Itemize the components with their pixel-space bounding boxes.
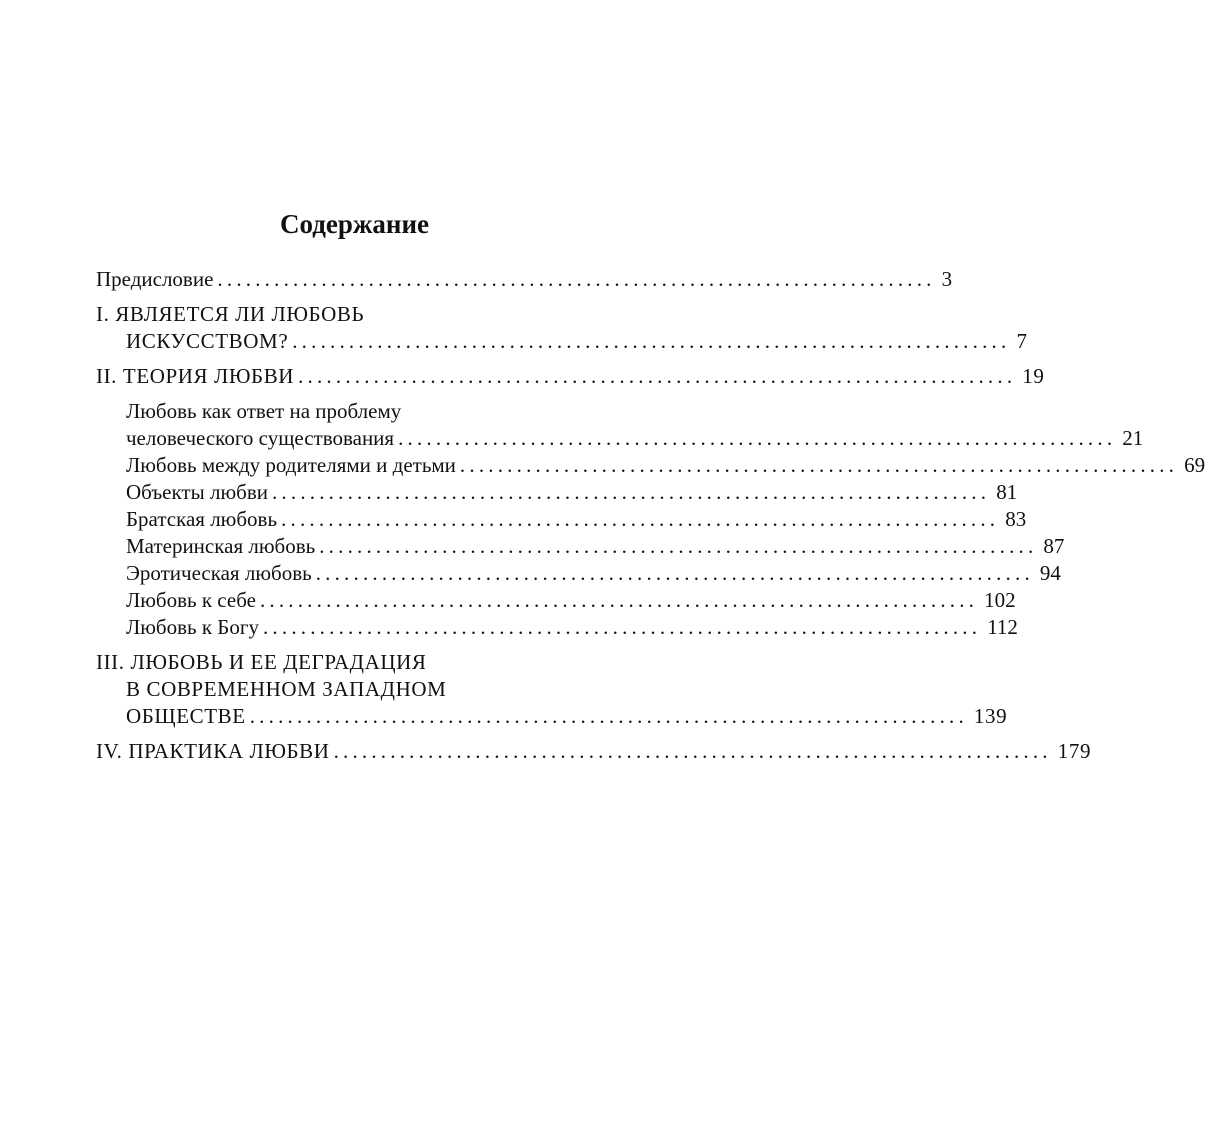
toc-page-number: 87: [1037, 533, 1064, 560]
toc-entry-label: человеческого существования: [126, 425, 398, 452]
page-title: Содержание: [279, 209, 430, 239]
toc-entry-preface: [96, 266, 953, 293]
dot-leader: ............................................................................: [262, 615, 982, 639]
toc-page-number: 7: [1010, 328, 1027, 355]
table-of-contents: [96, 266, 1205, 765]
toc-entry-label: Братская любовь: [126, 506, 281, 533]
toc-subentry: [96, 587, 1016, 614]
dot-leader: ............................................................................: [459, 453, 1179, 477]
toc-entry-label: Любовь к Богу: [126, 614, 263, 641]
toc-entry-label: IV. ПРАКТИКА ЛЮБВИ: [96, 738, 334, 765]
toc-page-number: 81: [990, 479, 1017, 506]
dot-leader: ............................................................................: [298, 364, 1017, 388]
toc-entry-chapter-1: [96, 301, 578, 328]
toc-page-number: 69: [1178, 452, 1205, 479]
dot-leader: ............................................................................: [249, 704, 968, 728]
toc-entry-chapter-3-cont: [96, 703, 1008, 730]
dot-leader: ............................................................................: [259, 588, 979, 612]
toc-entry-chapter-1-cont: [96, 328, 1028, 355]
toc-subentry: [96, 614, 1018, 641]
toc-entry-label: Любовь между родителями и детьми: [126, 452, 460, 479]
toc-entry-label: ОБЩЕСТВЕ: [126, 703, 250, 730]
toc-page-number: 19: [1016, 363, 1044, 390]
dot-leader: ............................................................................: [281, 507, 1000, 531]
toc-entry-chapter-3: [96, 649, 578, 676]
toc-page-number: 139: [968, 703, 1007, 730]
toc-page-number: 94: [1034, 560, 1061, 587]
toc-page-number: 83: [999, 506, 1026, 533]
toc-entry-chapter-2: [96, 363, 1045, 390]
toc-subentry: [96, 479, 1018, 506]
dot-leader: ............................................................................: [292, 329, 1011, 353]
toc-entry-label: Объекты любви: [126, 479, 272, 506]
toc-entry-label: Предисловие: [96, 266, 217, 293]
toc-entry-label: В СОВРЕМЕННОМ ЗАПАДНОМ: [126, 676, 450, 703]
toc-subentry: [96, 533, 1065, 560]
toc-page-number: 3: [936, 266, 953, 293]
toc-entry-chapter-3-cont: [96, 676, 578, 703]
dot-leader: ............................................................................: [271, 480, 991, 504]
toc-entry-label: I. ЯВЛЯЕТСЯ ЛИ ЛЮБОВЬ: [96, 301, 368, 328]
dot-leader: ............................................................................: [398, 426, 1117, 450]
toc-subentry: [96, 425, 1144, 452]
toc-entry-label: ИСКУССТВОМ?: [126, 328, 292, 355]
dot-leader: ............................................................................: [217, 267, 936, 291]
toc-entry-label: Любовь как ответ на проблему: [126, 398, 405, 425]
toc-page-number: 102: [978, 587, 1016, 614]
toc-subentry: [96, 398, 578, 425]
toc-entry-label: III. ЛЮБОВЬ И ЕЕ ДЕГРАДАЦИЯ: [96, 649, 431, 676]
toc-entry-chapter-4: [96, 738, 1092, 765]
toc-page-number: 21: [1116, 425, 1143, 452]
toc-entry-label: Эротическая любовь: [126, 560, 316, 587]
toc-subentry: [96, 506, 1027, 533]
toc-page-number: 179: [1052, 738, 1091, 765]
dot-leader: ............................................................................: [333, 739, 1052, 763]
toc-subentry: [96, 560, 1061, 587]
toc-subentry: [96, 452, 1205, 479]
toc-entry-label: Любовь к себе: [126, 587, 260, 614]
dot-leader: ............................................................................: [315, 561, 1034, 585]
toc-entry-label: II. ТЕОРИЯ ЛЮБВИ: [96, 363, 298, 390]
toc-entry-label: Материнская любовь: [126, 533, 319, 560]
dot-leader: ............................................................................: [319, 534, 1038, 558]
toc-page-number: 112: [981, 614, 1018, 641]
